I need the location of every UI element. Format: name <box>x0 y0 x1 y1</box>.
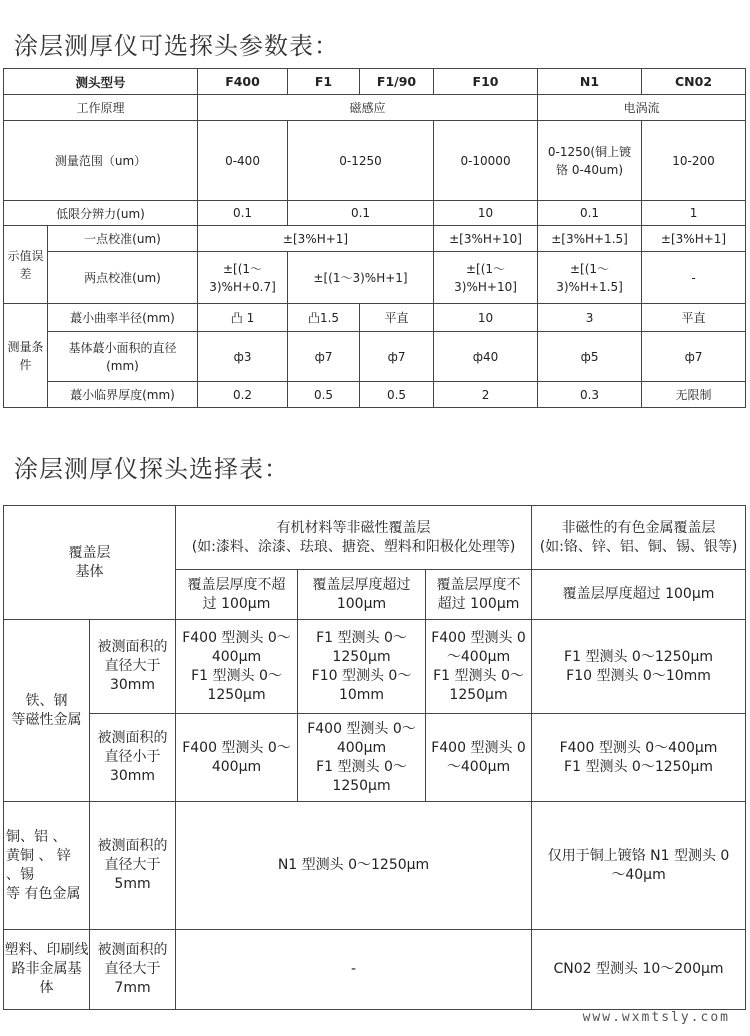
range-label: 测量范围（um） <box>4 121 198 201</box>
resolution-n1: 0.1 <box>538 201 642 226</box>
min-thickness-label: 蕞小临界厚度(mm) <box>48 382 198 408</box>
iron-substrate-label: 铁、钢 等磁性金属 <box>4 620 90 802</box>
plastic-nonferrous-cell: CN02 型测头 10～200μm <box>532 930 746 1010</box>
range-row <box>4 121 746 201</box>
min-area-f190: ф7 <box>360 332 434 382</box>
header-f10: F10 <box>434 69 538 95</box>
organic-coating-header: 有机材料等非磁性覆盖层 (如:漆料、涂漆、珐琅、搪瓷、塑料和阳极化处理等) <box>176 506 532 570</box>
header-row <box>4 69 746 95</box>
sub-header-a: 覆盖层厚度不超 过 100μm <box>176 570 298 620</box>
resolution-label: 低限分辨力(um) <box>4 201 198 226</box>
min-area-f400: ф3 <box>198 332 288 382</box>
range-cn02: 10-200 <box>642 121 746 201</box>
condition-group-label: 测量条 件 <box>4 304 48 408</box>
copper-nonferrous-cell: 仅用于铜上镀铬 N1 型测头 0 ～40μm <box>532 802 746 930</box>
iron-gt30-row <box>4 620 746 714</box>
gt7-label: 被测面积的 直径大于 7mm <box>90 930 176 1010</box>
curvature-f1: 凸1.5 <box>288 304 360 332</box>
iron-lt30-b: F400 型测头 0～ 400μm F1 型测头 0～ 1250μm <box>298 714 426 802</box>
min-area-label: 基体蕞小面积的直径 (mm) <box>48 332 198 382</box>
one-point-f400-f1: ±[3%H+1] <box>198 226 434 252</box>
gt30-label: 被测面积的 直径大于 30mm <box>90 620 176 714</box>
min-thickness-n1: 0.3 <box>538 382 642 408</box>
min-thickness-f1: 0.5 <box>288 382 360 408</box>
sub-header-d: 覆盖层厚度超过 100μm <box>532 570 746 620</box>
iron-lt30-d: F400 型测头 0～400μm F1 型测头 0～1250μm <box>532 714 746 802</box>
two-point-n1: ±[(1～ 3)%H+1.5] <box>538 252 642 304</box>
min-area-cn02: ф7 <box>642 332 746 382</box>
range-f400: 0-400 <box>198 121 288 201</box>
curvature-label: 蕞小曲率半径(mm) <box>48 304 198 332</box>
header-cn02: CN02 <box>642 69 746 95</box>
range-n1: 0-1250(铜上镀 铬 0-40um) <box>538 121 642 201</box>
two-point-f1: ±[(1～3)%H+1] <box>288 252 434 304</box>
iron-lt30-row <box>4 714 746 802</box>
one-point-cn02: ±[3%H+1] <box>642 226 746 252</box>
resolution-cn02: 1 <box>642 201 746 226</box>
site-watermark: www.wxmtsly.com <box>582 1010 730 1025</box>
min-area-f10: ф40 <box>434 332 538 382</box>
min-thickness-f190: 0.5 <box>360 382 434 408</box>
header-f400: F400 <box>198 69 288 95</box>
curvature-cn02: 平直 <box>642 304 746 332</box>
curvature-row <box>4 304 746 332</box>
resolution-row <box>4 201 746 226</box>
plastic-row <box>4 930 746 1010</box>
sub-header-c: 覆盖层厚度不 超过 100μm <box>426 570 532 620</box>
two-point-row <box>4 252 746 304</box>
one-point-n1: ±[3%H+1.5] <box>538 226 642 252</box>
error-group-label: 示值误 差 <box>4 226 48 304</box>
plastic-organic-cell: - <box>176 930 532 1010</box>
iron-gt30-d: F1 型测头 0～1250μm F10 型测头 0～10mm <box>532 620 746 714</box>
iron-lt30-a: F400 型测头 0～ 400μm <box>176 714 298 802</box>
header-model: 测头型号 <box>4 69 198 95</box>
principle-row <box>4 95 746 121</box>
one-point-f10: ±[3%H+10] <box>434 226 538 252</box>
header-f190: F1/90 <box>360 69 434 95</box>
one-point-label: 一点校准(um) <box>48 226 198 252</box>
plastic-substrate-label: 塑料、印刷线 路非金属基 体 <box>4 930 90 1010</box>
title-parameter-table: 涂层测厚仪可选探头参数表： <box>14 32 339 60</box>
iron-gt30-b: F1 型测头 0～ 1250μm F10 型测头 0～ 10mm <box>298 620 426 714</box>
min-area-row <box>4 332 746 382</box>
min-thickness-f10: 2 <box>434 382 538 408</box>
copper-substrate-label: 铜、铝 、 黄铜 、 锌 、锡 等 有色金属 <box>4 802 90 930</box>
min-thickness-cn02: 无限制 <box>642 382 746 408</box>
copper-row <box>4 802 746 930</box>
resolution-f10: 10 <box>434 201 538 226</box>
iron-gt30-a: F400 型测头 0～ 400μm F1 型测头 0～ 1250μm <box>176 620 298 714</box>
two-point-f400: ±[(1～ 3)%H+0.7] <box>198 252 288 304</box>
range-f10: 0-10000 <box>434 121 538 201</box>
min-thickness-row <box>4 382 746 408</box>
curvature-f190: 平直 <box>360 304 434 332</box>
coating-header-row <box>4 506 746 570</box>
resolution-f1: 0.1 <box>288 201 434 226</box>
principle-eddy: 电涡流 <box>538 95 746 121</box>
curvature-f10: 10 <box>434 304 538 332</box>
iron-lt30-c: F400 型测头 0 ～400μm <box>426 714 532 802</box>
min-thickness-f400: 0.2 <box>198 382 288 408</box>
corner-cell: 覆盖层 基体 <box>4 506 176 620</box>
range-f1: 0-1250 <box>288 121 434 201</box>
probe-selection-table <box>3 505 746 1010</box>
principle-magnetic: 磁感应 <box>198 95 538 121</box>
resolution-f400: 0.1 <box>198 201 288 226</box>
two-point-f10: ±[(1～ 3)%H+10] <box>434 252 538 304</box>
title-selection-table: 涂层测厚仪探头选择表： <box>14 455 289 483</box>
nonferrous-coating-header: 非磁性的有色金属覆盖层 (如:铬、锌、铝、铜、锡、银等) <box>532 506 746 570</box>
min-area-n1: ф5 <box>538 332 642 382</box>
min-area-f1: ф7 <box>288 332 360 382</box>
two-point-cn02: - <box>642 252 746 304</box>
sub-header-b: 覆盖层厚度超过 100μm <box>298 570 426 620</box>
one-point-row <box>4 226 746 252</box>
iron-gt30-c: F400 型测头 0 ～400μm F1 型测头 0～ 1250μm <box>426 620 532 714</box>
probe-parameter-table <box>3 68 746 408</box>
header-f1: F1 <box>288 69 360 95</box>
two-point-label: 两点校准(um) <box>48 252 198 304</box>
copper-organic-cell: N1 型测头 0～1250μm <box>176 802 532 930</box>
header-n1: N1 <box>538 69 642 95</box>
lt30-label: 被测面积的 直径小于 30mm <box>90 714 176 802</box>
principle-label: 工作原理 <box>4 95 198 121</box>
curvature-f400: 凸 1 <box>198 304 288 332</box>
gt5-label: 被测面积的 直径大于 5mm <box>90 802 176 930</box>
curvature-n1: 3 <box>538 304 642 332</box>
